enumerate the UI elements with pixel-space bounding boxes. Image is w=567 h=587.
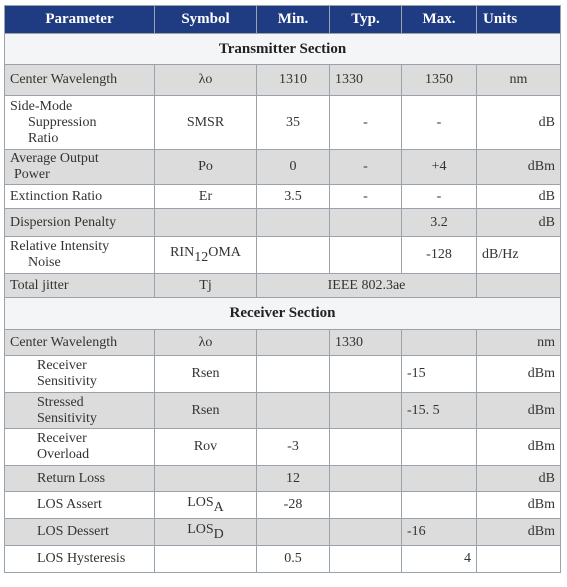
section-title-transmitter: Transmitter Section bbox=[5, 34, 561, 65]
param-line: Average Output bbox=[10, 151, 99, 166]
units-cell: dBm bbox=[477, 150, 561, 185]
units-cell: dB/Hz bbox=[477, 237, 561, 274]
table-row bbox=[5, 330, 561, 356]
max-cell: -128 bbox=[402, 237, 477, 274]
table-row bbox=[5, 185, 561, 209]
typ-cell: - bbox=[330, 150, 402, 185]
typ-cell bbox=[330, 237, 402, 274]
span-value-cell: IEEE 802.3ae bbox=[257, 274, 477, 298]
table-row bbox=[5, 519, 561, 546]
table-row bbox=[5, 209, 561, 237]
symbol-subscript: 12 bbox=[194, 249, 209, 265]
symbol-cell bbox=[155, 209, 257, 237]
param-cell bbox=[5, 393, 155, 429]
table-row bbox=[5, 237, 561, 274]
symbol-cell: λo bbox=[155, 330, 257, 356]
param-cell: Dispersion Penalty bbox=[5, 209, 155, 237]
param-cell: LOS Assert bbox=[5, 492, 155, 519]
header-row bbox=[5, 6, 561, 34]
typ-cell: 1330 bbox=[330, 330, 402, 356]
units-cell: dB bbox=[477, 185, 561, 209]
units-cell: dB bbox=[477, 96, 561, 150]
param-line: Noise bbox=[28, 255, 61, 270]
max-cell: 3.2 bbox=[402, 209, 477, 237]
symbol-main: LOS bbox=[187, 494, 214, 510]
table-row bbox=[5, 274, 561, 298]
table-row bbox=[5, 356, 561, 393]
typ-cell bbox=[330, 466, 402, 492]
param-line: Receiver bbox=[37, 431, 87, 446]
param-line: Sensitivity bbox=[37, 410, 97, 426]
symbol-tail: OMA bbox=[208, 244, 241, 260]
max-cell: -15 bbox=[402, 356, 477, 393]
min-cell: -28 bbox=[257, 492, 330, 519]
param-line: Overload bbox=[37, 447, 90, 462]
header-typ: Typ. bbox=[330, 6, 402, 34]
min-cell: 3.5 bbox=[257, 185, 330, 209]
symbol-cell: Rsen bbox=[155, 393, 257, 429]
min-cell bbox=[257, 330, 330, 356]
units-cell: nm bbox=[477, 65, 561, 96]
table-row bbox=[5, 429, 561, 466]
table-row bbox=[5, 150, 561, 185]
units-cell: dBm bbox=[477, 519, 561, 546]
typ-cell bbox=[330, 546, 402, 573]
param-cell: Center Wavelength bbox=[5, 65, 155, 96]
max-cell: - bbox=[402, 96, 477, 150]
max-cell bbox=[402, 492, 477, 519]
symbol-cell bbox=[155, 466, 257, 492]
min-cell: 1310 bbox=[257, 65, 330, 96]
typ-cell bbox=[330, 519, 402, 546]
max-cell bbox=[402, 429, 477, 466]
section-row-receiver bbox=[5, 298, 561, 330]
param-line: Receiver bbox=[37, 358, 87, 373]
symbol-subscript: A bbox=[213, 499, 224, 515]
max-cell bbox=[402, 466, 477, 492]
param-cell: LOS Dessert bbox=[5, 519, 155, 546]
param-cell bbox=[5, 237, 155, 274]
max-cell: - bbox=[402, 185, 477, 209]
spec-table bbox=[4, 5, 561, 573]
param-cell: Total jitter bbox=[5, 274, 155, 298]
min-cell: 35 bbox=[257, 96, 330, 150]
typ-cell bbox=[330, 393, 402, 429]
header-min: Min. bbox=[257, 6, 330, 34]
param-cell: LOS Hysteresis bbox=[5, 546, 155, 573]
param-line: Suppression bbox=[28, 114, 97, 130]
symbol-main: LOS bbox=[187, 521, 214, 537]
table-row bbox=[5, 466, 561, 492]
min-cell: -3 bbox=[257, 429, 330, 466]
units-cell: dBm bbox=[477, 429, 561, 466]
symbol-cell bbox=[155, 519, 257, 546]
spec-table-container bbox=[4, 5, 560, 573]
units-cell: dBm bbox=[477, 393, 561, 429]
min-cell: 0.5 bbox=[257, 546, 330, 573]
param-cell bbox=[5, 96, 155, 150]
units-cell: nm bbox=[477, 330, 561, 356]
param-cell: Extinction Ratio bbox=[5, 185, 155, 209]
symbol-cell: Er bbox=[155, 185, 257, 209]
symbol-cell: Rsen bbox=[155, 356, 257, 393]
typ-cell bbox=[330, 209, 402, 237]
units-cell: dB bbox=[477, 209, 561, 237]
symbol-cell: SMSR bbox=[155, 96, 257, 150]
table-row bbox=[5, 65, 561, 96]
param-cell bbox=[5, 150, 155, 185]
param-line: Relative Intensity bbox=[10, 239, 110, 254]
max-cell: -16 bbox=[402, 519, 477, 546]
section-title-receiver: Receiver Section bbox=[5, 298, 561, 330]
typ-cell: - bbox=[330, 96, 402, 150]
param-cell bbox=[5, 429, 155, 466]
param-line: Ratio bbox=[28, 130, 59, 146]
symbol-cell: Tj bbox=[155, 274, 257, 298]
typ-cell bbox=[330, 429, 402, 466]
param-cell: Center Wavelength bbox=[5, 330, 155, 356]
units-cell: dBm bbox=[477, 356, 561, 393]
header-units: Units bbox=[477, 6, 561, 34]
table-row bbox=[5, 546, 561, 573]
max-cell: +4 bbox=[402, 150, 477, 185]
max-cell: 1350 bbox=[402, 65, 477, 96]
min-cell bbox=[257, 237, 330, 274]
symbol-cell: Rov bbox=[155, 429, 257, 466]
units-cell bbox=[477, 546, 561, 573]
units-cell: dBm bbox=[477, 492, 561, 519]
units-cell: dB bbox=[477, 466, 561, 492]
max-cell: 4 bbox=[402, 546, 477, 573]
param-line: Power bbox=[14, 167, 50, 182]
table-row bbox=[5, 96, 561, 150]
symbol-cell bbox=[155, 492, 257, 519]
min-cell: 0 bbox=[257, 150, 330, 185]
typ-cell bbox=[330, 356, 402, 393]
symbol-cell: Po bbox=[155, 150, 257, 185]
table-row bbox=[5, 393, 561, 429]
param-cell bbox=[5, 356, 155, 393]
typ-cell bbox=[330, 492, 402, 519]
header-parameter: Parameter bbox=[5, 6, 155, 34]
typ-cell: - bbox=[330, 185, 402, 209]
min-cell bbox=[257, 209, 330, 237]
param-line: Side-Mode bbox=[10, 98, 73, 114]
typ-cell: 1330 bbox=[330, 65, 402, 96]
table-row bbox=[5, 492, 561, 519]
min-cell bbox=[257, 519, 330, 546]
min-cell bbox=[257, 393, 330, 429]
symbol-subscript: D bbox=[213, 526, 224, 542]
min-cell: 12 bbox=[257, 466, 330, 492]
max-cell: -15. 5 bbox=[402, 393, 477, 429]
symbol-cell: λo bbox=[155, 65, 257, 96]
section-row-transmitter bbox=[5, 34, 561, 65]
symbol-cell bbox=[155, 237, 257, 274]
symbol-cell bbox=[155, 546, 257, 573]
max-cell bbox=[402, 330, 477, 356]
min-cell bbox=[257, 356, 330, 393]
units-cell bbox=[477, 274, 561, 298]
param-line: Stressed bbox=[37, 394, 84, 410]
param-line: Sensitivity bbox=[37, 374, 97, 389]
symbol-main: RIN bbox=[170, 244, 195, 260]
header-symbol: Symbol bbox=[155, 6, 257, 34]
param-cell: Return Loss bbox=[5, 466, 155, 492]
header-max: Max. bbox=[402, 6, 477, 34]
